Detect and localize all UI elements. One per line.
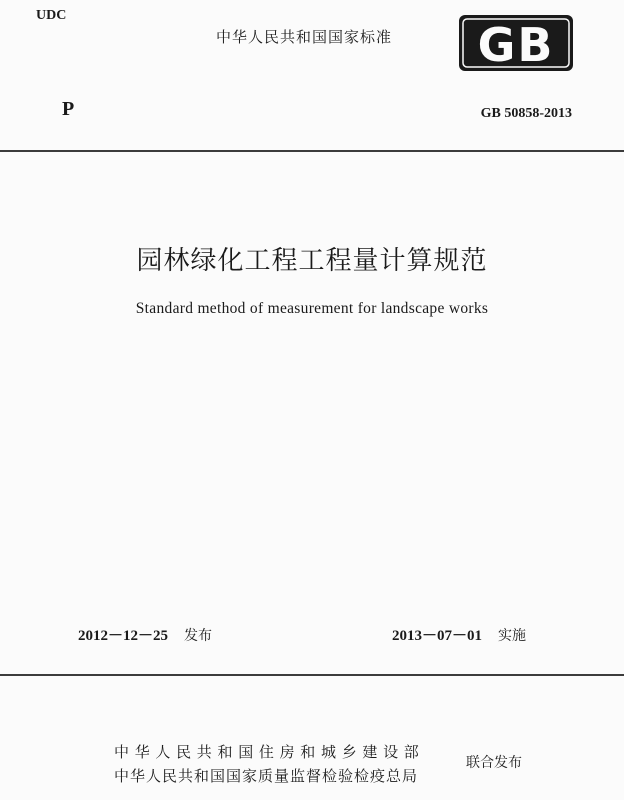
issue-date: 2012－12－25 [78,628,169,644]
category-code: P [62,98,75,120]
title-chinese: 园林绿化工程工程量计算规范 [136,246,488,276]
joint-issue-label: 联合发布 [466,755,522,771]
issuer-ministry-housing: 中华人民共和国住房和城乡建设部 [114,743,425,761]
issue-line [78,624,212,645]
udc-label: UDC [36,8,67,23]
gb-logo [458,14,574,72]
implement-line [392,624,526,645]
title-english: Standard method of measurement for landscape works [135,300,489,317]
national-standard-label: 中华人民共和国国家标准 [216,28,393,46]
issue-label: 发布 [184,628,213,644]
implement-label: 实施 [498,628,527,644]
implement-date: 2013－07－01 [392,628,483,644]
top-divider [0,150,624,152]
standard-number: GB 50858-2013 [480,106,572,121]
gb-logo-text: GB [477,18,555,72]
bottom-divider [0,674,624,676]
issuers-block [114,740,425,788]
issuer-aqsiq: 中华人民共和国国家质量监督检验检疫总局 [114,767,419,785]
